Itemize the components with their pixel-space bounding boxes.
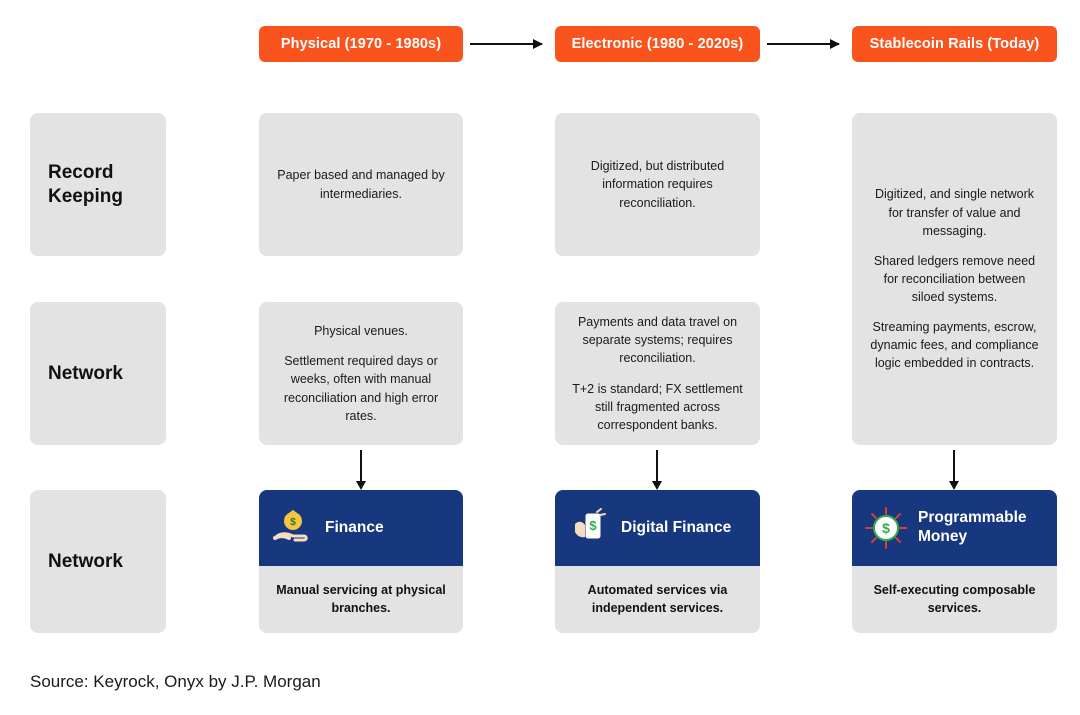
cell-text: Paper based and managed by intermediaries. [277, 168, 445, 201]
arrow-down-stablecoin [953, 450, 955, 482]
row-label-record-keeping: Record Keeping [30, 113, 166, 256]
row-label-network-2: Network [30, 490, 166, 633]
card-title: Finance [325, 518, 384, 536]
card-title: Programmable Money [918, 509, 1027, 545]
cell-text: Digitized, and single network for transfer of value and messaging. [874, 187, 1035, 238]
card-body: Manual servicing at physical branches. [276, 583, 446, 615]
svg-text:$: $ [290, 517, 296, 528]
cell-record-keeping-physical [259, 113, 463, 256]
svg-text:$: $ [589, 518, 597, 533]
card-header [555, 490, 760, 566]
programmable-dollar-coin-icon [864, 506, 908, 550]
cell-text: Digitized, but distributed information requires reconciliation. [590, 159, 725, 210]
cell-text: T+2 is standard; FX settlement still fragmented across correspondent banks. [572, 381, 743, 432]
cell-network-physical [259, 302, 463, 445]
card-header [852, 490, 1057, 566]
arrow-down-electronic [656, 450, 658, 482]
card-digital-finance [555, 490, 760, 633]
row-label-network-1: Network [30, 302, 166, 445]
cell-text: Physical venues. [314, 324, 408, 339]
arrow-right-physical-to-electronic [470, 43, 542, 45]
card-title: Digital Finance [621, 518, 732, 536]
card-body: Self-executing composable services. [873, 583, 1036, 615]
money-bag-in-hand-icon [271, 506, 315, 550]
card-finance [259, 490, 463, 633]
cell-network-electronic [555, 302, 760, 445]
cell-text: Shared ledgers remove need for reconciliation between siloed systems. [873, 253, 1036, 305]
era-pill-physical: Physical (1970 - 1980s) [259, 26, 463, 62]
era-pill-stablecoin: Stablecoin Rails (Today) [852, 26, 1057, 62]
cell-text: Payments and data travel on separate systems; requires reconciliation. [577, 315, 738, 366]
arrow-right-electronic-to-stablecoin [767, 43, 839, 45]
card-body: Automated services via independent services. [587, 583, 728, 615]
cell-text: Settlement required days or weeks, often with manual reconciliation and high error rates. [283, 354, 439, 423]
cell-record-keeping-electronic [555, 113, 760, 256]
card-header [259, 490, 463, 566]
arrow-down-physical [360, 450, 362, 482]
source-caption: Source: Keyrock, Onyx by J.P. Morgan [30, 672, 321, 691]
cell-text: Streaming payments, escrow, dynamic fees, and compliance logic embedded in contracts. [870, 320, 1039, 371]
svg-text:$: $ [882, 520, 890, 536]
cell-stablecoin-merged [852, 113, 1057, 445]
era-pill-electronic: Electronic (1980 - 2020s) [555, 26, 760, 62]
card-programmable-money [852, 490, 1057, 633]
mobile-payment-hand-icon [567, 506, 611, 550]
